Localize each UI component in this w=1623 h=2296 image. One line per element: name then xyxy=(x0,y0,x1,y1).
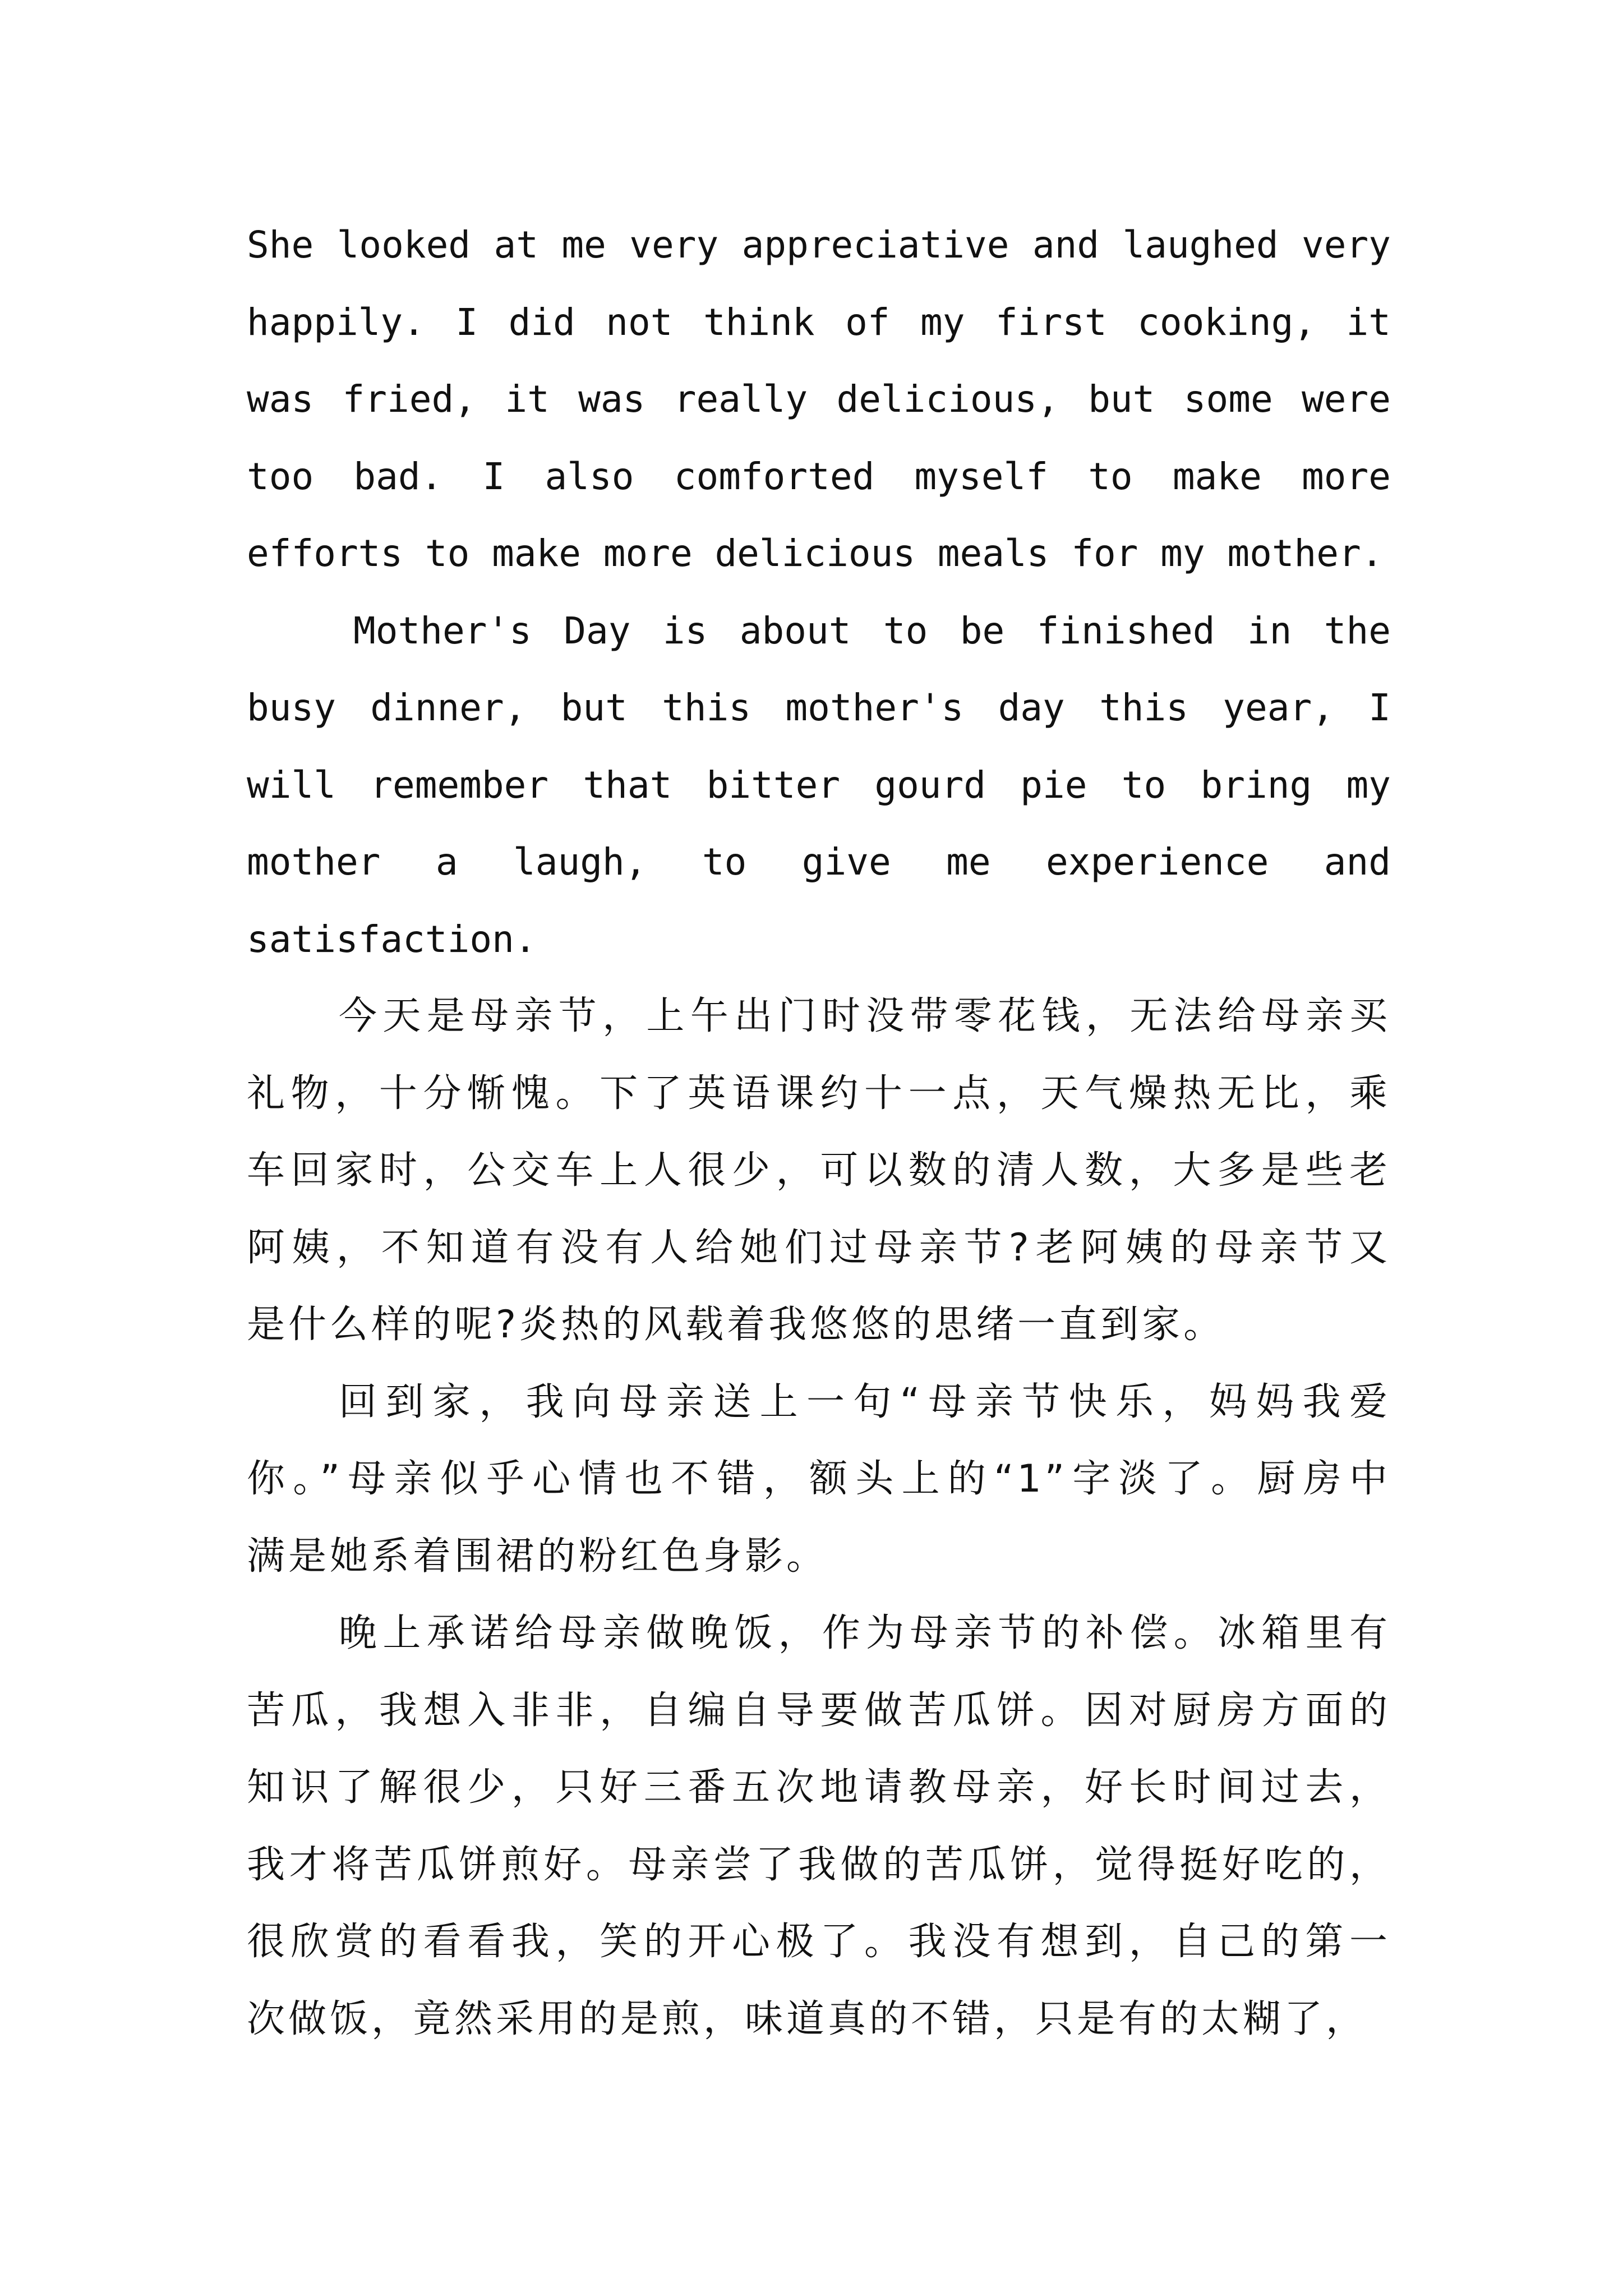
text-line: 阿姨，不知道有没有人给她们过母亲节?老阿姨的母亲节又 xyxy=(247,1225,1391,1270)
paragraph-4 xyxy=(247,1364,1391,1595)
text-line: too bad. I also comforted myself to make more xyxy=(247,454,1391,498)
text-line: 很欣赏的看看我，笑的开心极了。我没有想到，自己的第一 xyxy=(247,1920,1391,1964)
text-line: efforts to make more delicious meals for my mother. xyxy=(247,532,1384,575)
text-line: 今天是母亲节，上午出门时没带零花钱，无法给母亲买 xyxy=(339,994,1391,1038)
text-line: 车回家时，公交车上人很少，可以数的清人数，大多是些老 xyxy=(247,1148,1391,1193)
text-line: Mother's Day is about to be finished in the xyxy=(353,609,1391,652)
text-line: 你。”母亲似乎心情也不错，额头上的“1”字淡了。厨房中 xyxy=(247,1457,1391,1501)
text-line: satisfaction. xyxy=(247,917,537,961)
text-line: was fried, it was really delicious, but some were xyxy=(247,378,1391,421)
paragraph-2 xyxy=(247,592,1391,978)
text-line: 我才将苦瓜饼煎好。母亲尝了我做的苦瓜饼，觉得挺好吃的， xyxy=(247,1842,1391,1887)
text-line: 回到家，我向母亲送上一句“母亲节快乐，妈妈我爱 xyxy=(339,1379,1391,1424)
text-line: 满是她系着围裙的粉红色身影。 xyxy=(247,1534,828,1579)
paragraph-5 xyxy=(247,1595,1391,2058)
paragraph-1 xyxy=(247,206,1391,592)
text-line: 苦瓜，我想入非非，自编自导要做苦瓜饼。因对厨房方面的 xyxy=(247,1688,1391,1733)
document-body xyxy=(247,206,1391,2058)
text-line: 知识了解很少，只好三番五次地请教母亲，好长时间过去， xyxy=(247,1765,1391,1810)
text-line: 是什么样的呢?炎热的风载着我悠悠的思绪一直到家。 xyxy=(247,1303,1225,1347)
text-line: 晚上承诺给母亲做晚饭，作为母亲节的补偿。冰箱里有 xyxy=(339,1611,1391,1655)
text-line: She looked at me very appreciative and laughed very xyxy=(247,223,1391,266)
text-line: 礼物，十分惭愧。下了英语课约十一点，天气燥热无比，乘 xyxy=(247,1071,1391,1116)
text-line: busy dinner, but this mother's day this year, I xyxy=(247,686,1391,729)
text-line: will remember that bitter gourd pie to bring my xyxy=(247,763,1391,807)
text-line: happily. I did not think of my first cooking, it xyxy=(247,300,1391,344)
text-line: mother a laugh, to give me experience and xyxy=(247,840,1391,884)
text-line: 次做饭，竟然采用的是煎，味道真的不错，只是有的太糊了， xyxy=(247,1996,1368,2041)
paragraph-3 xyxy=(247,978,1391,1364)
